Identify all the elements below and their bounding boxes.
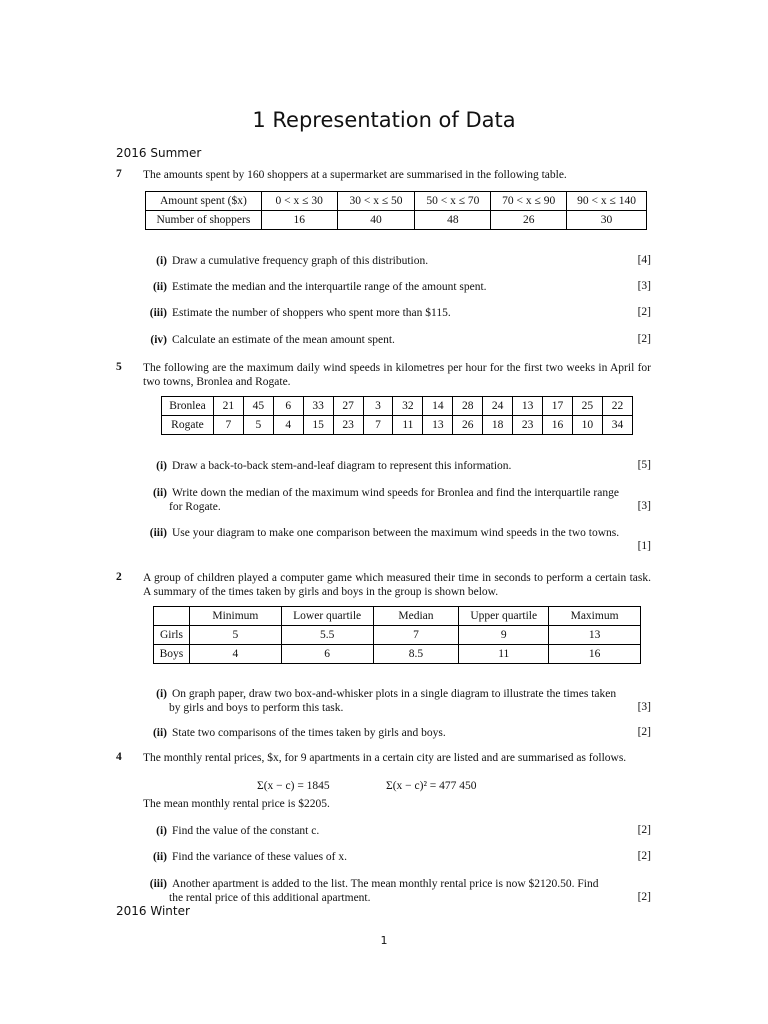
table-row [162, 416, 633, 435]
marks-label: [2] [637, 333, 651, 345]
page-title: 1 Representation of Data [252, 108, 516, 132]
question-part: (i) Find the value of the constant c. [156, 825, 320, 837]
table-cell: 9 [459, 626, 549, 645]
table-cell: 45 [243, 397, 273, 416]
table-cell: 50 < x ≤ 70 [415, 192, 491, 211]
table-row [146, 192, 647, 211]
table-cell [154, 607, 190, 626]
table-cell: 0 < x ≤ 30 [261, 192, 337, 211]
table-cell: 23 [513, 416, 543, 435]
table-row [154, 607, 641, 626]
table-cell: 40 [337, 211, 415, 230]
table-cell: 33 [303, 397, 333, 416]
question-number: 5 [116, 361, 122, 373]
table-cell: 30 < x ≤ 50 [337, 192, 415, 211]
table-cell: 15 [303, 416, 333, 435]
table-cell: 25 [572, 397, 602, 416]
section-heading-2016-summer: 2016 Summer [116, 146, 202, 160]
question-part: (ii) Write down the median of the maximum wind speeds for Bronlea and find the interquartile range for Rogate. [152, 487, 619, 513]
table-cell: 28 [453, 397, 483, 416]
table-cell: 21 [213, 397, 243, 416]
question-text: The amounts spent by 160 shoppers at a supermarket are summarised in the following table. [143, 169, 567, 181]
marks-label: [3] [637, 280, 651, 292]
table-cell: Lower quartile [281, 607, 373, 626]
question-part: (ii) State two comparisons of the times taken by girls and boys. [152, 727, 446, 739]
question-text: The following are the maximum daily wind speeds in kilometres per hour for the first two weeks in April for two towns, Bronlea and Rogate. [143, 362, 651, 388]
question-part: (ii) Estimate the median and the interquartile range of the amount spent. [152, 281, 487, 293]
marks-label: [2] [637, 726, 651, 738]
marks-label: [4] [637, 254, 651, 266]
table-cell: 70 < x ≤ 90 [491, 192, 567, 211]
formula-sum-squares: Σ(x − c)² = 477 450 [386, 780, 477, 792]
table-cell: 34 [602, 416, 632, 435]
question-part: (i) Draw a back-to-back stem-and-leaf diagram to represent this information. [156, 460, 512, 472]
marks-label: [5] [637, 459, 651, 471]
table-cell: 4 [273, 416, 303, 435]
table-cell: 7 [373, 626, 459, 645]
table-cell: 10 [572, 416, 602, 435]
table-row [146, 211, 647, 230]
table-cell: 26 [453, 416, 483, 435]
marks-label: [2] [637, 891, 651, 903]
question-part: (iii) Use your diagram to make one comparison between the maximum wind speeds in the two towns. [149, 527, 620, 539]
table-cell: 3 [363, 397, 393, 416]
question-part: (i) Draw a cumulative frequency graph of this distribution. [156, 255, 429, 267]
section-heading-2016-winter: 2016 Winter [116, 904, 190, 918]
table-cell: Boys [154, 645, 190, 664]
question-part: (iv) Calculate an estimate of the mean amount spent. [150, 334, 395, 346]
table-cell: 4 [189, 645, 281, 664]
question-text: A group of children played a computer game which measured their time in seconds to perform a certain task. A summary of the times taken by girls and boys in the group is shown below. [143, 572, 651, 598]
marks-label: [2] [637, 824, 651, 836]
table-cell: Median [373, 607, 459, 626]
table-cell: Bronlea [162, 397, 214, 416]
wind-speed-table [161, 396, 633, 435]
table-cell: Amount spent ($x) [146, 192, 262, 211]
table-row [162, 397, 633, 416]
table-cell: 14 [423, 397, 453, 416]
table-cell: 16 [549, 645, 641, 664]
table-cell: 27 [333, 397, 363, 416]
table-cell: Upper quartile [459, 607, 549, 626]
marks-label: [3] [637, 701, 651, 713]
page-number: 1 [380, 934, 388, 947]
marks-label: [2] [637, 306, 651, 318]
table-cell: 6 [281, 645, 373, 664]
question-number: 7 [116, 168, 122, 180]
table-cell: 90 < x ≤ 140 [567, 192, 647, 211]
table-cell: 26 [491, 211, 567, 230]
table-cell: 5 [189, 626, 281, 645]
table-cell: 5 [243, 416, 273, 435]
question-text: The monthly rental prices, $x, for 9 apartments in a certain city are listed and are summarised as follows. [143, 752, 627, 764]
table-row [154, 626, 641, 645]
box-plot-summary-table [153, 606, 641, 664]
table-cell: Girls [154, 626, 190, 645]
table-cell: 11 [459, 645, 549, 664]
table-cell: 7 [213, 416, 243, 435]
table-cell: 23 [333, 416, 363, 435]
marks-label: [1] [637, 540, 651, 552]
amount-spent-table [145, 191, 647, 230]
table-cell: Minimum [189, 607, 281, 626]
table-cell: 6 [273, 397, 303, 416]
table-cell: 11 [393, 416, 423, 435]
table-cell: Maximum [549, 607, 641, 626]
table-cell: Rogate [162, 416, 214, 435]
marks-label: [3] [637, 500, 651, 512]
table-cell: 13 [513, 397, 543, 416]
table-cell: 17 [543, 397, 573, 416]
table-cell: 13 [549, 626, 641, 645]
table-cell: 7 [363, 416, 393, 435]
question-number: 2 [116, 571, 122, 583]
table-cell: 48 [415, 211, 491, 230]
table-cell: 16 [543, 416, 573, 435]
formula-sum: Σ(x − c) = 1845 [257, 780, 330, 792]
table-row [154, 645, 641, 664]
table-cell: 30 [567, 211, 647, 230]
question-part: (iii) Another apartment is added to the list. The mean monthly rental price is now $2120.50. Find the rental price of this additional apartment. [149, 878, 599, 904]
mean-statement: The mean monthly rental price is $2205. [143, 798, 330, 810]
table-cell: 13 [423, 416, 453, 435]
table-cell: 5.5 [281, 626, 373, 645]
table-cell: 18 [483, 416, 513, 435]
table-cell: Number of shoppers [146, 211, 262, 230]
table-cell: 8.5 [373, 645, 459, 664]
question-part: (ii) Find the variance of these values of x. [152, 851, 347, 863]
question-part: (i) On graph paper, draw two box-and-whisker plots in a single diagram to illustrate the times taken by girls and boys to perform this task. [156, 688, 617, 714]
table-cell: 24 [483, 397, 513, 416]
marks-label: [2] [637, 850, 651, 862]
table-cell: 32 [393, 397, 423, 416]
table-cell: 22 [602, 397, 632, 416]
question-part: (iii) Estimate the number of shoppers who spent more than $115. [149, 307, 451, 319]
table-cell: 16 [261, 211, 337, 230]
question-number: 4 [116, 751, 122, 763]
